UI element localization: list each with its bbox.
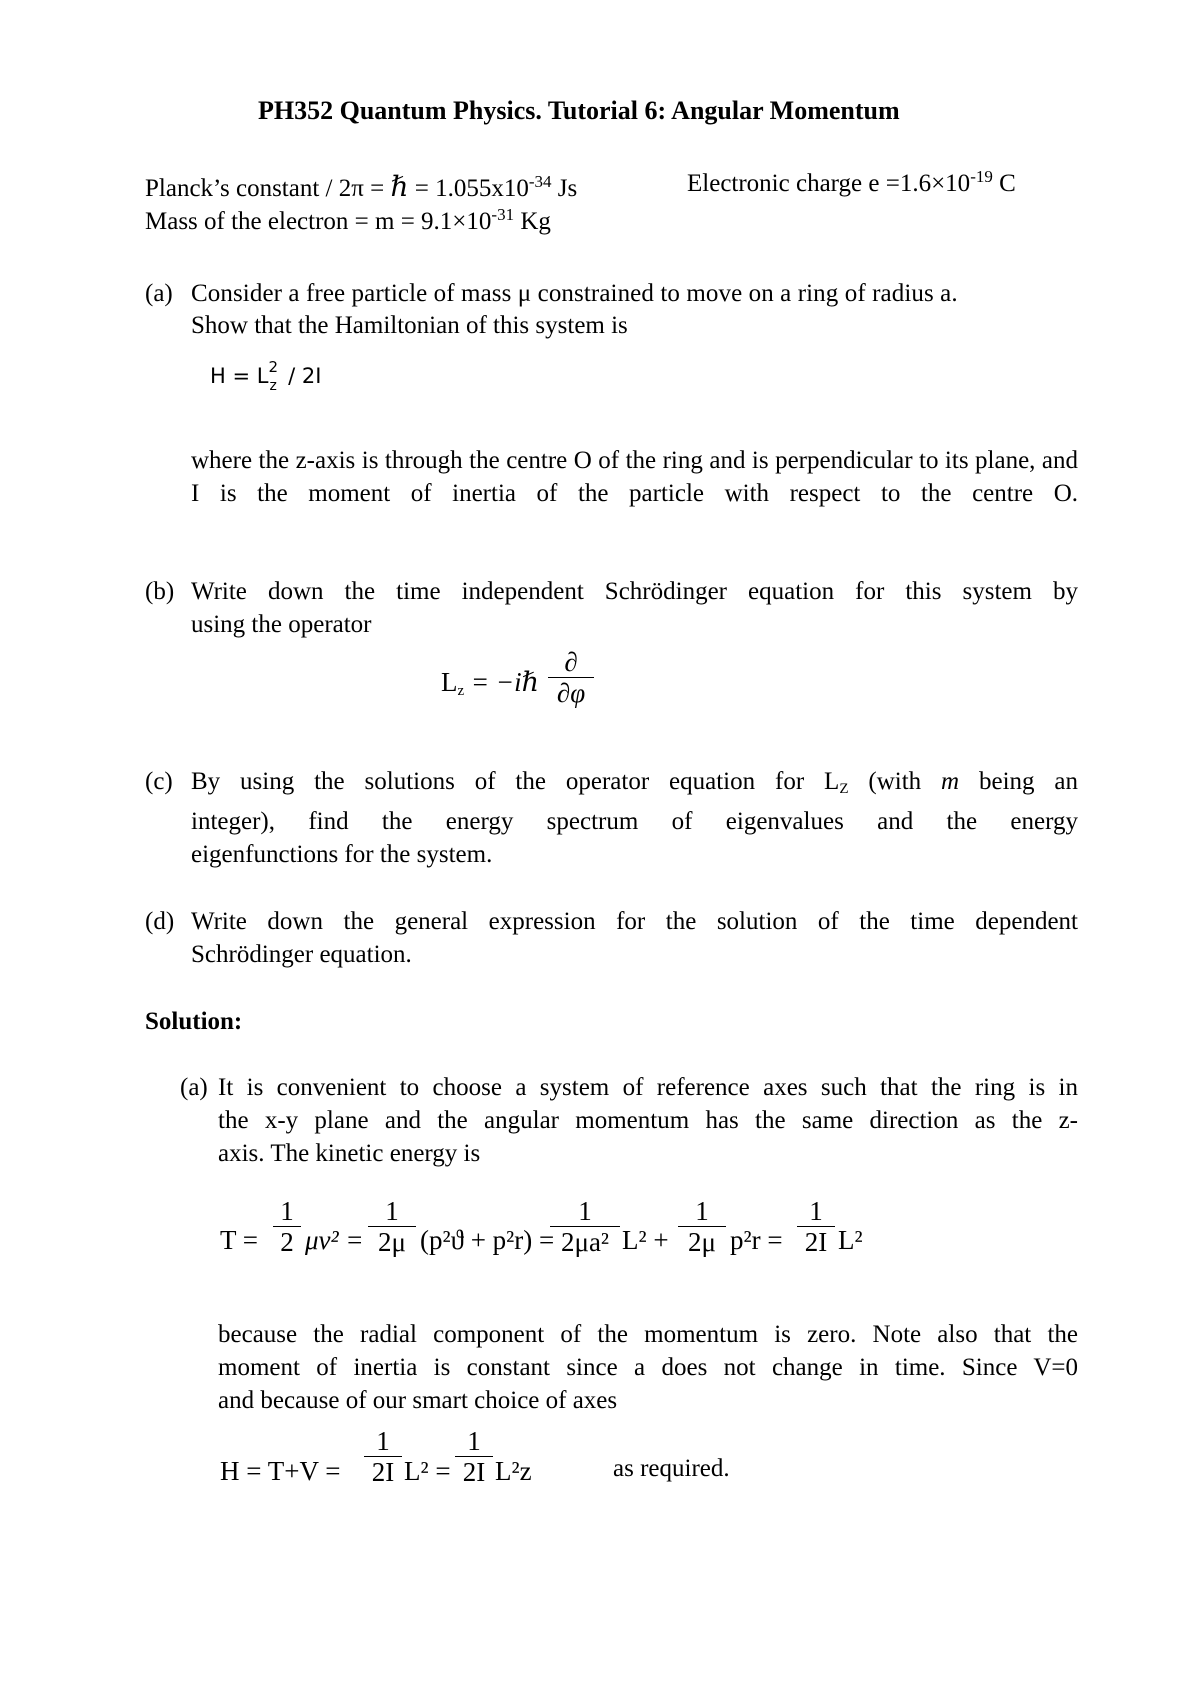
lz-l: L <box>441 667 458 697</box>
planck-value: = 1.055x10 <box>408 175 529 202</box>
eq-h: H = L <box>210 364 269 388</box>
frac-num: 1 <box>578 1196 592 1226</box>
hamiltonian-equation <box>210 358 322 394</box>
keq-term-3: L² + <box>622 1225 669 1255</box>
keq-frac-1 <box>273 1196 301 1257</box>
solution-line-3: axis. The kinetic energy is <box>218 1140 481 1167</box>
charge-label: Electronic charge e =1.6×10 <box>687 170 971 197</box>
lz-derivative <box>548 647 594 708</box>
frac-num: 1 <box>695 1196 709 1226</box>
keq-T: T = <box>220 1225 258 1255</box>
frac-num: 1 <box>376 1426 390 1456</box>
planck-exponent: -34 <box>528 172 552 191</box>
heq-frac-2 <box>455 1426 493 1487</box>
frac-den: 2μ <box>378 1227 406 1257</box>
derivative-den: ∂φ <box>556 678 586 708</box>
frac-den: 2 <box>280 1227 294 1257</box>
keq-term-2: (p²ϑ + p²r) = <box>420 1225 555 1255</box>
planck-constant <box>145 170 577 204</box>
mass-exponent: -31 <box>491 205 515 224</box>
solution-line-1: It is convenient to choose a system of reference axes such that the ring is in <box>218 1074 1078 1101</box>
mass-unit: Kg <box>514 208 551 235</box>
part-d-line-1: Write down the general expression for the solution of the time dependent <box>191 908 1078 935</box>
lz-rhs: = −iℏ <box>464 667 540 697</box>
eq-sub: z <box>269 378 277 394</box>
solution-para-3: and because of our smart choice of axes <box>218 1387 618 1414</box>
solution-a-label: (a) <box>180 1074 208 1101</box>
page-title: PH352 Quantum Physics. Tutorial 6: Angular Momentum <box>258 96 900 125</box>
c-text-a: By using the solutions of the operator equation for L <box>191 768 840 795</box>
part-a-paragraph: where the z-axis is through the centre O of the ring and is perpendicular to its plane, and I is the moment of inertia of the particle with respect to the centre O. <box>191 447 1078 507</box>
frac-den: 2μ <box>688 1227 716 1257</box>
part-b-line-1: Write down the time independent Schrödinger equation for this system by <box>191 578 1078 605</box>
keq-frac-4 <box>678 1196 726 1257</box>
part-c-line-1 <box>191 768 1078 796</box>
lz-sub: z <box>457 683 465 699</box>
part-c-line-3: eigenfunctions for the system. <box>191 841 493 868</box>
c-sub: Z <box>839 781 849 797</box>
mass-label: Mass of the electron = m = 9.1×10 <box>145 208 492 235</box>
part-c-line-2: integer), find the energy spectrum of eigenvalues and the energy <box>191 808 1078 835</box>
charge-unit: C <box>992 170 1016 197</box>
keq-frac-3 <box>550 1196 620 1257</box>
c-text-b: (with <box>848 768 942 795</box>
charge-exponent: -19 <box>970 167 993 186</box>
frac-num: 1 <box>385 1196 399 1226</box>
part-b-label: (b) <box>145 578 175 605</box>
solution-para-2: moment of inertia is constant since a does not change in time. Since V=0 <box>218 1354 1078 1381</box>
frac-num: 1 <box>467 1426 481 1456</box>
part-d-label: (d) <box>145 908 175 935</box>
keq-frac-2 <box>368 1196 416 1257</box>
part-c-label: (c) <box>145 768 173 795</box>
keq-term-4: p²r = <box>730 1225 783 1255</box>
keq-term-1: μv² = <box>305 1225 364 1255</box>
frac-num: 1 <box>280 1196 294 1226</box>
frac-den: 2I <box>371 1457 395 1487</box>
eq-rest: / 2I <box>281 364 322 388</box>
part-a-label: (a) <box>145 280 173 307</box>
heq-frac-1 <box>364 1426 402 1487</box>
frac-den: 2I <box>804 1227 828 1257</box>
c-m: m <box>941 768 960 795</box>
electron-mass <box>145 205 551 236</box>
lz-operator-lhs <box>441 667 539 698</box>
derivative-num: ∂ <box>564 647 578 677</box>
as-required: as required. <box>613 1455 730 1482</box>
planck-unit: Js <box>551 175 578 202</box>
frac-num: 1 <box>809 1196 823 1226</box>
electron-charge <box>687 167 1016 198</box>
solution-heading: Solution: <box>145 1008 243 1035</box>
keq-term-5: L² <box>838 1225 863 1255</box>
hbar-symbol: ℏ <box>390 172 409 203</box>
c-text-c: being an <box>959 768 1078 795</box>
part-a-line-1: Consider a free particle of mass μ constrained to move on a ring of radius a. <box>191 280 958 307</box>
eq-sup: 2 <box>268 358 278 376</box>
heq-term-1: L² = <box>404 1456 451 1486</box>
frac-den: 2I <box>462 1457 486 1487</box>
planck-label: Planck’s constant / 2π = <box>145 175 391 202</box>
solution-line-2: the x-y plane and the angular momentum has the same direction as the z- <box>218 1107 1078 1134</box>
heq-lhs: H = T+V = <box>220 1456 341 1486</box>
part-d-line-2: Schrödinger equation. <box>191 941 412 968</box>
heq-term-2: L²z <box>495 1456 532 1486</box>
frac-den: 2μa² <box>560 1227 610 1257</box>
part-a-line-2: Show that the Hamiltonian of this system is <box>191 312 628 339</box>
solution-para-1: because the radial component of the momentum is zero. Note also that the <box>218 1321 1078 1348</box>
keq-frac-5 <box>797 1196 835 1257</box>
part-b-line-2: using the operator <box>191 611 372 638</box>
